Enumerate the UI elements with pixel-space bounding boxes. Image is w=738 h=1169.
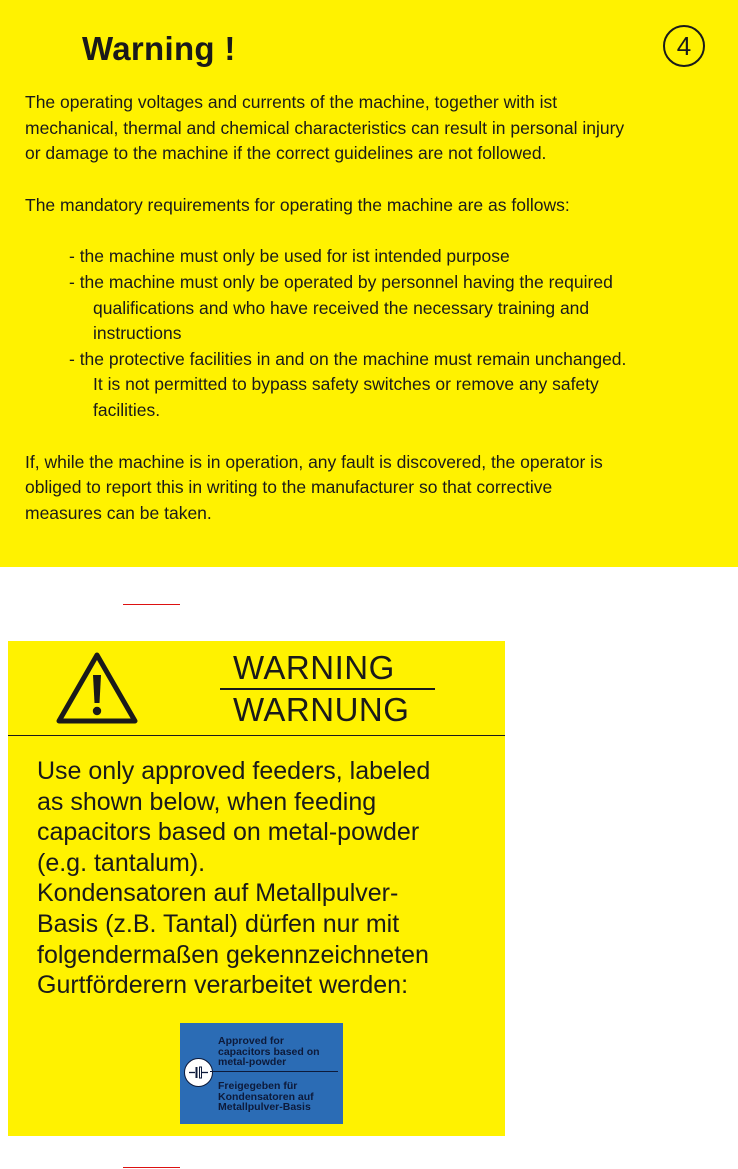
- requirements-heading: The mandatory requirements for operating the machine are as follows:: [25, 194, 570, 215]
- instruction-line: capacitors based on metal-powder: [37, 818, 420, 847]
- reference-underline: [123, 1167, 180, 1168]
- instruction-line: as shown below, when feeding: [37, 787, 377, 816]
- badge-text-de: Freigegeben für Kondensatoren auf Metallpulver-Basis: [218, 1080, 314, 1113]
- warning-body: [25, 90, 725, 526]
- badge-divider: [210, 1071, 338, 1072]
- warning-label-feeders: [8, 641, 505, 1136]
- warning-triangle-icon: [55, 651, 139, 725]
- fault-notice: If, while the machine is in operation, any fault is discovered, the operator is obliged to report this in writing to the manufacturer so that corrective measures can be taken.: [25, 451, 603, 523]
- warning-title: Warning !: [82, 30, 236, 67]
- page-number-badge: 4: [663, 25, 705, 67]
- capacitor-icon: [184, 1058, 213, 1087]
- requirement-item: - the machine must only be used for ist intended purpose: [69, 246, 510, 267]
- intro-paragraph: [25, 90, 725, 167]
- reference-underline: [123, 604, 180, 605]
- instruction-line: Use only approved feeders, labeled: [37, 757, 431, 785]
- intro-line: The operating voltages and currents of the machine, together with ist: [25, 92, 558, 112]
- header-separator: [8, 735, 505, 736]
- requirements-list: [25, 244, 725, 423]
- requirement-item: - the protective facilities in and on the machine must remain unchanged. It is not permitted to bypass safety switches or remove any safety facilities.: [69, 348, 627, 420]
- heading-warning-en: WARNING: [233, 649, 395, 686]
- instruction-line: Kondensatoren auf Metallpulver-: [37, 879, 399, 908]
- heading-warning-de: WARNUNG: [233, 691, 410, 728]
- heading-divider: [220, 688, 435, 690]
- intro-line: or damage to the machine if the correct guidelines are not followed.: [25, 143, 547, 164]
- badge-text-en: Approved for capacitors based on metal-powder: [218, 1035, 320, 1068]
- feeder-instructions: [37, 756, 502, 1001]
- warning-label-general: [0, 0, 738, 567]
- instruction-line: folgendermaßen gekennzeichneten: [37, 940, 429, 969]
- intro-line: mechanical, thermal and chemical characteristics can result in personal injury: [25, 117, 625, 138]
- approved-feeder-badge: [180, 1023, 343, 1124]
- instruction-line: Basis (z.B. Tantal) dürfen nur mit: [37, 909, 400, 938]
- instruction-line: (e.g. tantalum).: [37, 848, 206, 877]
- requirement-item: - the machine must only be operated by personnel having the required qualifications and who have received the necessary training and instructions: [69, 271, 613, 344]
- instruction-line: Gurtförderern verarbeitet werden:: [37, 971, 409, 1000]
